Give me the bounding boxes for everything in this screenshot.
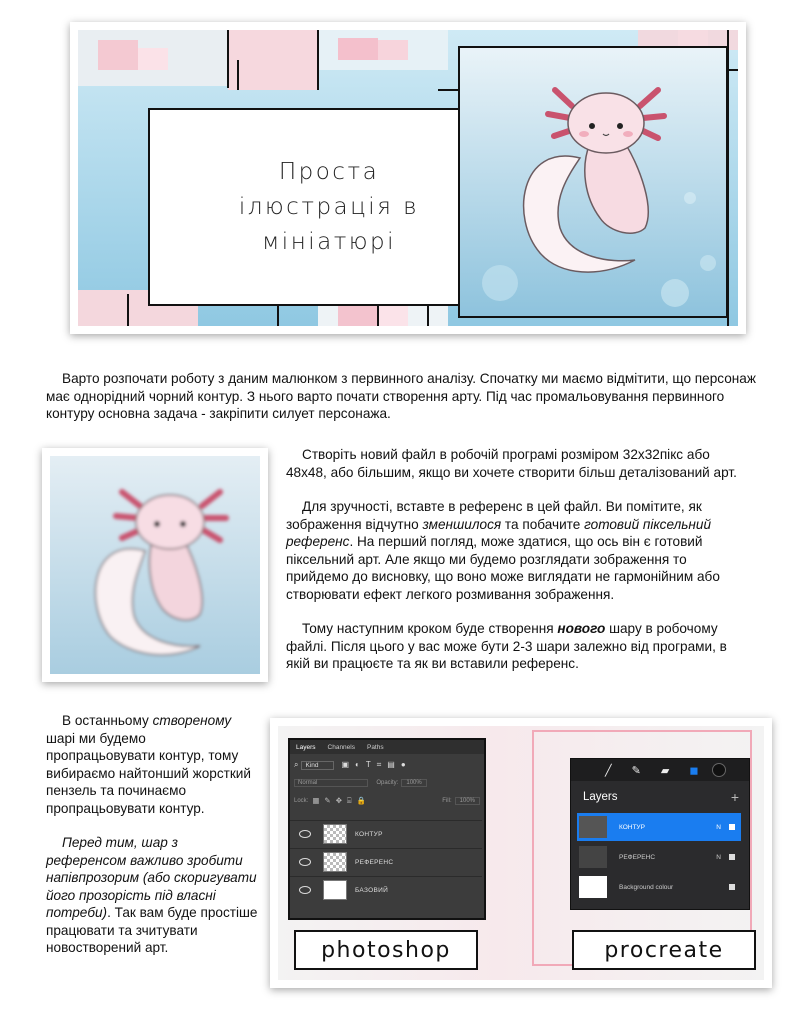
- section2-text: [286, 446, 752, 673]
- ps-layer-row-3[interactable]: [290, 876, 482, 903]
- ps-opacity-label: Opacity:: [376, 780, 399, 786]
- procreate-panel-title: Layers: [583, 791, 618, 803]
- ps-tab-bar: [290, 740, 484, 754]
- section2-p3-text-a: Тому наступним кроком буде створення: [302, 621, 558, 636]
- section2-paragraph-1: Створіть новий файл в робочій програмі розміром 32x32пікс або 48x48, або більшим, якщо ви хочете створити більш деталізований арт.: [286, 447, 737, 480]
- ps-fill-label: Fill:: [442, 798, 452, 804]
- lock-icons: ▦✎✥⌸🔒: [312, 796, 371, 805]
- procreate-toolbar: [571, 759, 749, 781]
- pixel-reference-image: [50, 456, 260, 674]
- banner-illustration-frame: [458, 46, 728, 318]
- procreate-layer-name-2: РЕФЕРЕНС: [619, 853, 656, 861]
- ps-blend-row: [294, 776, 480, 790]
- section2-p3-strong: нового: [557, 621, 606, 636]
- section2-paragraph-3: [286, 620, 752, 673]
- smudge-icon[interactable]: ✎: [631, 764, 641, 777]
- banner-title-line-1: Проста: [278, 158, 380, 185]
- procreate-header: [583, 789, 739, 805]
- layer-thumbnail: [323, 824, 347, 844]
- brush-icon[interactable]: ╱: [605, 764, 612, 777]
- layer-thumbnail: [323, 880, 347, 900]
- procreate-layer-row-2[interactable]: [577, 843, 741, 871]
- procreate-layer-name-1: КОНТУР: [619, 823, 645, 831]
- ps-layer-name-1: КОНТУР: [355, 830, 383, 838]
- layers-icon[interactable]: ◼: [689, 764, 699, 777]
- ps-opacity-value[interactable]: 100%: [401, 779, 426, 787]
- eye-icon[interactable]: [299, 858, 311, 866]
- banner-title: [239, 155, 419, 260]
- procreate-layers-panel: [570, 758, 750, 910]
- section2-p2-text-b: та побачите: [501, 516, 585, 532]
- ps-fill-value[interactable]: 100%: [455, 797, 480, 805]
- ps-lock-row: [294, 794, 480, 808]
- layer-thumbnail: [579, 816, 607, 838]
- search-icon: ⌕: [294, 760, 299, 769]
- section3-p2-text: . Так вам буде простіше працювати та зчитувати новостворений арт.: [46, 905, 258, 955]
- section3-p1-text-a: В останньому: [62, 713, 153, 728]
- add-layer-button[interactable]: +: [730, 789, 739, 805]
- section3-p1-emphasis: створеному: [152, 713, 232, 728]
- ps-filter-icons: ▣◐T⌗▤●: [341, 760, 412, 769]
- photoshop-label-box: [294, 930, 478, 970]
- eye-icon[interactable]: [299, 830, 311, 838]
- banner-title-box: [148, 108, 510, 306]
- section2-p2-text-c: . На перший погляд, може здатися, що ось він є готовий піксельний арт. Але якщо ми будемо розглядати зображення то прийдемо до висновку, що воно може виглядати не гармонійним або створювати ефект легкого розмивання зображення.: [286, 534, 720, 602]
- ps-blend-select[interactable]: Normal: [294, 779, 368, 787]
- procreate-layer-mode-2[interactable]: N: [716, 853, 721, 861]
- layer-visibility-checkbox[interactable]: [729, 854, 735, 860]
- section2-p3-text-b: шару в робочому файлі. Після цього у вас може бути 2-3 шари залежно від програми, в якій ви працюєте та як ви вставили референс.: [286, 621, 727, 671]
- section2-p2-emphasis-1: зменшилося: [422, 516, 502, 532]
- procreate-layer-mode-1[interactable]: N: [716, 823, 721, 831]
- ps-tab-channels[interactable]: Channels: [327, 743, 355, 751]
- layer-thumbnail: [323, 852, 347, 872]
- ps-filter-row: [294, 758, 480, 772]
- section3-text: [46, 712, 258, 957]
- section3-p2-emphasis: Перед тим, шар з референсом важливо зробити напівпрозорим (або скоригувати його прозорість під власні потреби): [46, 835, 257, 920]
- ps-layer-row-2[interactable]: [290, 848, 482, 875]
- section3-paragraph-2: [46, 834, 258, 957]
- ps-kind-select[interactable]: Kind: [301, 761, 333, 770]
- reference-image-card: [42, 448, 268, 682]
- procreate-layer-name-3: Background colour: [619, 883, 674, 891]
- colour-swatch-icon[interactable]: [712, 763, 726, 777]
- banner-card: [70, 22, 746, 334]
- layer-thumbnail: [579, 846, 607, 868]
- software-comparison-card: [270, 718, 772, 988]
- banner-title-line-3: мініатюрі: [261, 228, 397, 255]
- procreate-label: procreate: [604, 937, 724, 963]
- section3-p1-text-b: шарі ми будемо пропрацьовувати контур, тому вибираємо найтонший жорсткий пензель та починаємо пропрацьовувати контур.: [46, 730, 251, 816]
- layer-visibility-checkbox[interactable]: [729, 824, 735, 830]
- layer-visibility-checkbox[interactable]: [729, 884, 735, 890]
- procreate-label-box: [572, 930, 756, 970]
- section2-p2-emphasis-2: готовий піксельний референс: [286, 516, 712, 549]
- intro-paragraph: Варто розпочати роботу з даним малюнком з первинного аналізу. Спочатку ми маємо відмітити, що персонаж має однорідний чорний контур. З нього варто почати створення арту. Під час промальовування первинного контуру основна задача - закріпити силует персонажа.: [46, 371, 756, 421]
- ps-tab-layers[interactable]: Layers: [296, 743, 316, 751]
- photoshop-layers-panel: [288, 738, 486, 920]
- photoshop-label: photoshop: [321, 937, 451, 963]
- section3-paragraph-1: [46, 712, 258, 817]
- ps-layer-name-2: РЕФЕРЕНС: [355, 858, 394, 866]
- section2-paragraph-2: [286, 498, 752, 603]
- axolotl-illustration: [460, 48, 726, 316]
- ps-layer-name-3: БАЗОВИЙ: [355, 886, 389, 894]
- layer-thumbnail: [579, 876, 607, 898]
- eye-icon[interactable]: [299, 886, 311, 894]
- ps-tab-paths[interactable]: Paths: [366, 743, 384, 751]
- eraser-icon[interactable]: ▰: [660, 764, 670, 777]
- ps-lock-label: Lock:: [294, 798, 309, 804]
- ps-layer-row-1[interactable]: [290, 820, 482, 847]
- procreate-layer-row-3[interactable]: [577, 873, 741, 901]
- section2-p2-text-a: Для зручності, вставте в референс в цей файл. Ви помітите, як зображення відчутно: [286, 499, 702, 532]
- procreate-layer-row-1[interactable]: [577, 813, 741, 841]
- banner-title-line-2: ілюстрація в: [238, 193, 420, 220]
